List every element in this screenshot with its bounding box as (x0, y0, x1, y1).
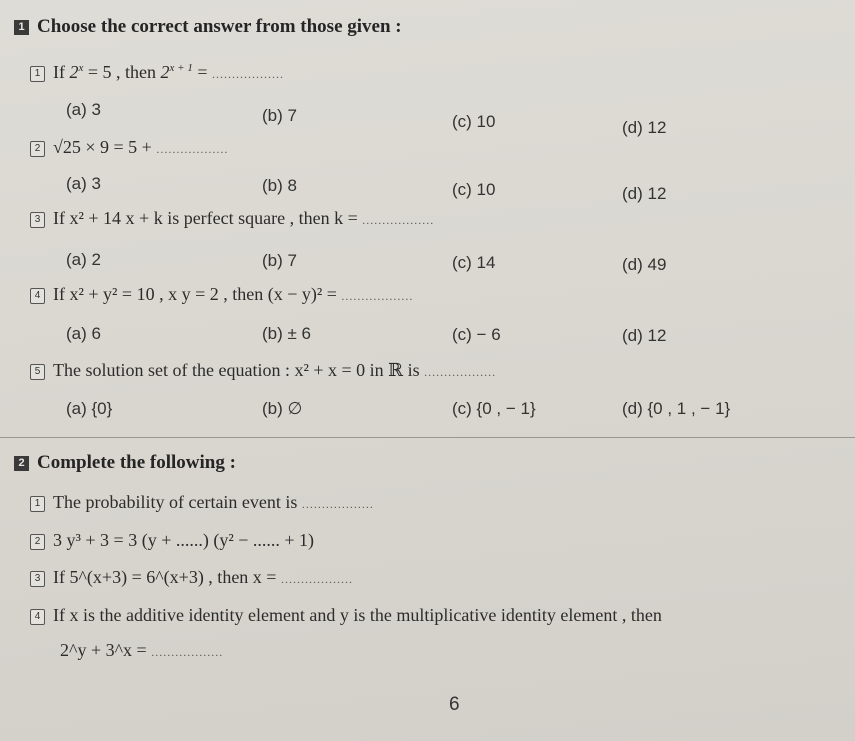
option-b: (b) ∅ (262, 399, 303, 418)
s2-question-4-line-2: 2^y + 3^x = .................. (60, 640, 224, 660)
option-d: (d) 49 (622, 255, 667, 274)
question-number: 2 (30, 534, 45, 550)
s2-question-3: 3 If 5^(x+3) = 6^(x+3) , then x = .................. (30, 567, 353, 588)
option-c: (c) 10 (452, 112, 496, 131)
answer-blank: .................. (301, 497, 374, 511)
answer-blank: .................. (341, 289, 414, 303)
answer-blank: .................. (280, 572, 353, 586)
section-1-header (14, 16, 402, 38)
option-a: (a) 2 (66, 250, 101, 269)
question-number: 3 (30, 571, 45, 587)
option-d: (d) 12 (622, 184, 667, 203)
option-c: (c) 14 (452, 253, 496, 272)
option-a: (a) 3 (66, 174, 101, 193)
question-number: 3 (30, 212, 45, 228)
question-number: 1 (30, 496, 45, 512)
answer-blank: .................. (151, 645, 224, 659)
option-b: (b) 8 (262, 176, 297, 195)
section-2-title: Complete the following : (37, 452, 236, 473)
option-b: (b) 7 (262, 106, 297, 125)
s1-question-4: 4 If x² + y² = 10 , x y = 2 , then (x − y)² = .................. (30, 284, 413, 305)
s2-question-2: 2 3 y³ + 3 = 3 (y + ......) (y² − ...... + 1) (30, 530, 314, 551)
question-number: 2 (30, 141, 45, 157)
section-1-title: Choose the correct answer from those given : (37, 16, 402, 37)
option-c: (c) − 6 (452, 325, 501, 344)
question-number: 4 (30, 288, 45, 304)
s2-question-4: 4 If x is the additive identity element and y is the multiplicative identity element , then (30, 605, 662, 626)
s1-question-5: 5 The solution set of the equation : x² + x = 0 in ℝ is .................. (30, 360, 496, 381)
option-a: (a) 3 (66, 100, 101, 119)
option-c: (c) 10 (452, 180, 496, 199)
s1-question-3: 3 If x² + 14 x + k is perfect square , then k = .................. (30, 208, 434, 229)
s1-question-2: 2 √25 × 9 = 5 + .................. (30, 137, 228, 158)
s2-question-1: 1 The probability of certain event is .................. (30, 492, 374, 513)
option-b: (b) 7 (262, 251, 297, 270)
question-number: 5 (30, 364, 45, 380)
section-1-badge: 1 (14, 20, 29, 35)
question-number: 4 (30, 609, 45, 625)
page-number: 6 (449, 694, 460, 715)
option-d: (d) 12 (622, 326, 667, 345)
option-d: (d) {0 , 1 , − 1} (622, 399, 731, 418)
option-b: (b) ± 6 (262, 324, 312, 343)
section-2-header (14, 452, 236, 474)
section-divider (0, 437, 855, 438)
answer-blank: .................. (156, 142, 229, 156)
option-a: (a) {0} (66, 399, 113, 418)
answer-blank: .................. (424, 365, 497, 379)
option-d: (d) 12 (622, 118, 667, 137)
option-a: (a) 6 (66, 324, 101, 343)
section-2-badge: 2 (14, 456, 29, 471)
question-number: 1 (30, 66, 45, 82)
answer-blank: .................. (212, 67, 285, 81)
s1-question-1: 1 If $2^x = 5$ , then $2^{x + 1}$ = .................. (30, 62, 284, 83)
answer-blank: .................. (362, 213, 435, 227)
option-c: (c) {0 , − 1} (452, 399, 536, 418)
